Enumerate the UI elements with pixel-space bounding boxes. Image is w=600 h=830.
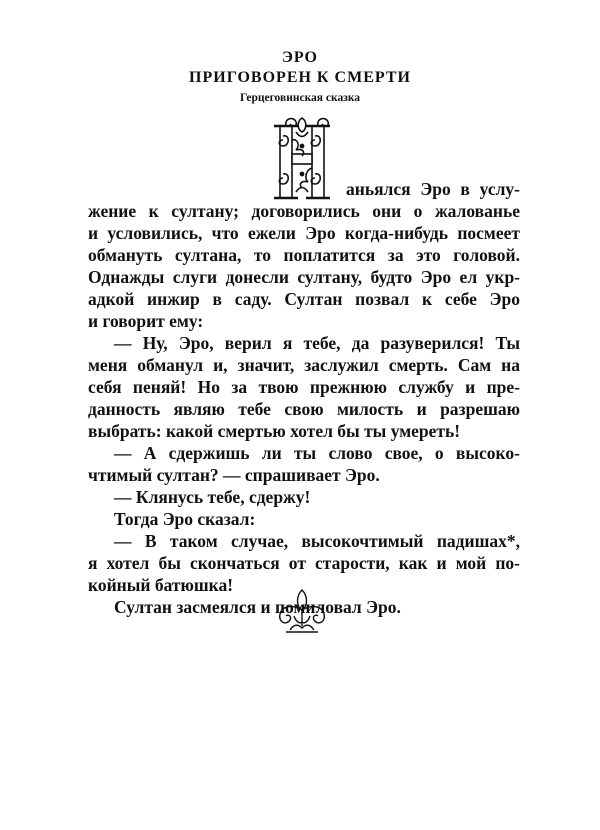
text-line: — А сдержишь ли ты слово свое, о высоко- xyxy=(114,443,520,463)
text-line: себя пеняй! Но за твою прежнюю службу и пре- xyxy=(88,377,520,397)
story-title-line1: ЭРО xyxy=(282,49,318,66)
text-line: аньялся Эро в услу- xyxy=(346,179,520,199)
story-text xyxy=(88,178,520,618)
text-line: — Ну, Эро, верил я тебе, да разуверился! Ты xyxy=(114,333,520,353)
text-line: жение к султану; договорились они о жалованье xyxy=(88,201,520,221)
text-line: выбрать: какой смертью хотел бы ты умереть! xyxy=(88,421,461,441)
text-line: — В таком случае, высокочтимый падишах*, xyxy=(114,531,520,551)
text-line: и говорит ему: xyxy=(88,311,204,331)
text-line: Тогда Эро сказал: xyxy=(114,509,256,529)
text-line: койный батюшка! xyxy=(88,575,234,595)
story-subtitle: Герцеговинская сказка xyxy=(239,92,361,104)
text-line: Султан засмеялся и помиловал Эро. xyxy=(114,597,401,617)
text-line: — Клянусь тебе, сдержу! xyxy=(114,487,311,507)
text-line: меня обманул и, значит, заслужил смерть. Сам на xyxy=(88,355,520,375)
text-line: обмануть султана, то поплатится за это головой. xyxy=(88,245,520,265)
text-line: данность являю тебе свою милость и разрешаю xyxy=(88,399,520,419)
story-title-line2: ПРИГОВОРЕН К СМЕРТИ xyxy=(189,69,411,86)
text-line: чтимый султан? — спрашивает Эро. xyxy=(88,465,380,485)
text-line: я хотел бы скончаться от старости, как и мой по- xyxy=(88,553,520,573)
floral-ornament-icon xyxy=(272,586,332,636)
text-line: Однажды слуги донесли султану, будто Эро ел укр- xyxy=(88,267,520,287)
text-line: адкой инжир в саду. Султан позвал к себе Эро xyxy=(88,289,520,309)
text-line: и условились, что ежели Эро когда-нибудь посмеет xyxy=(88,223,520,243)
